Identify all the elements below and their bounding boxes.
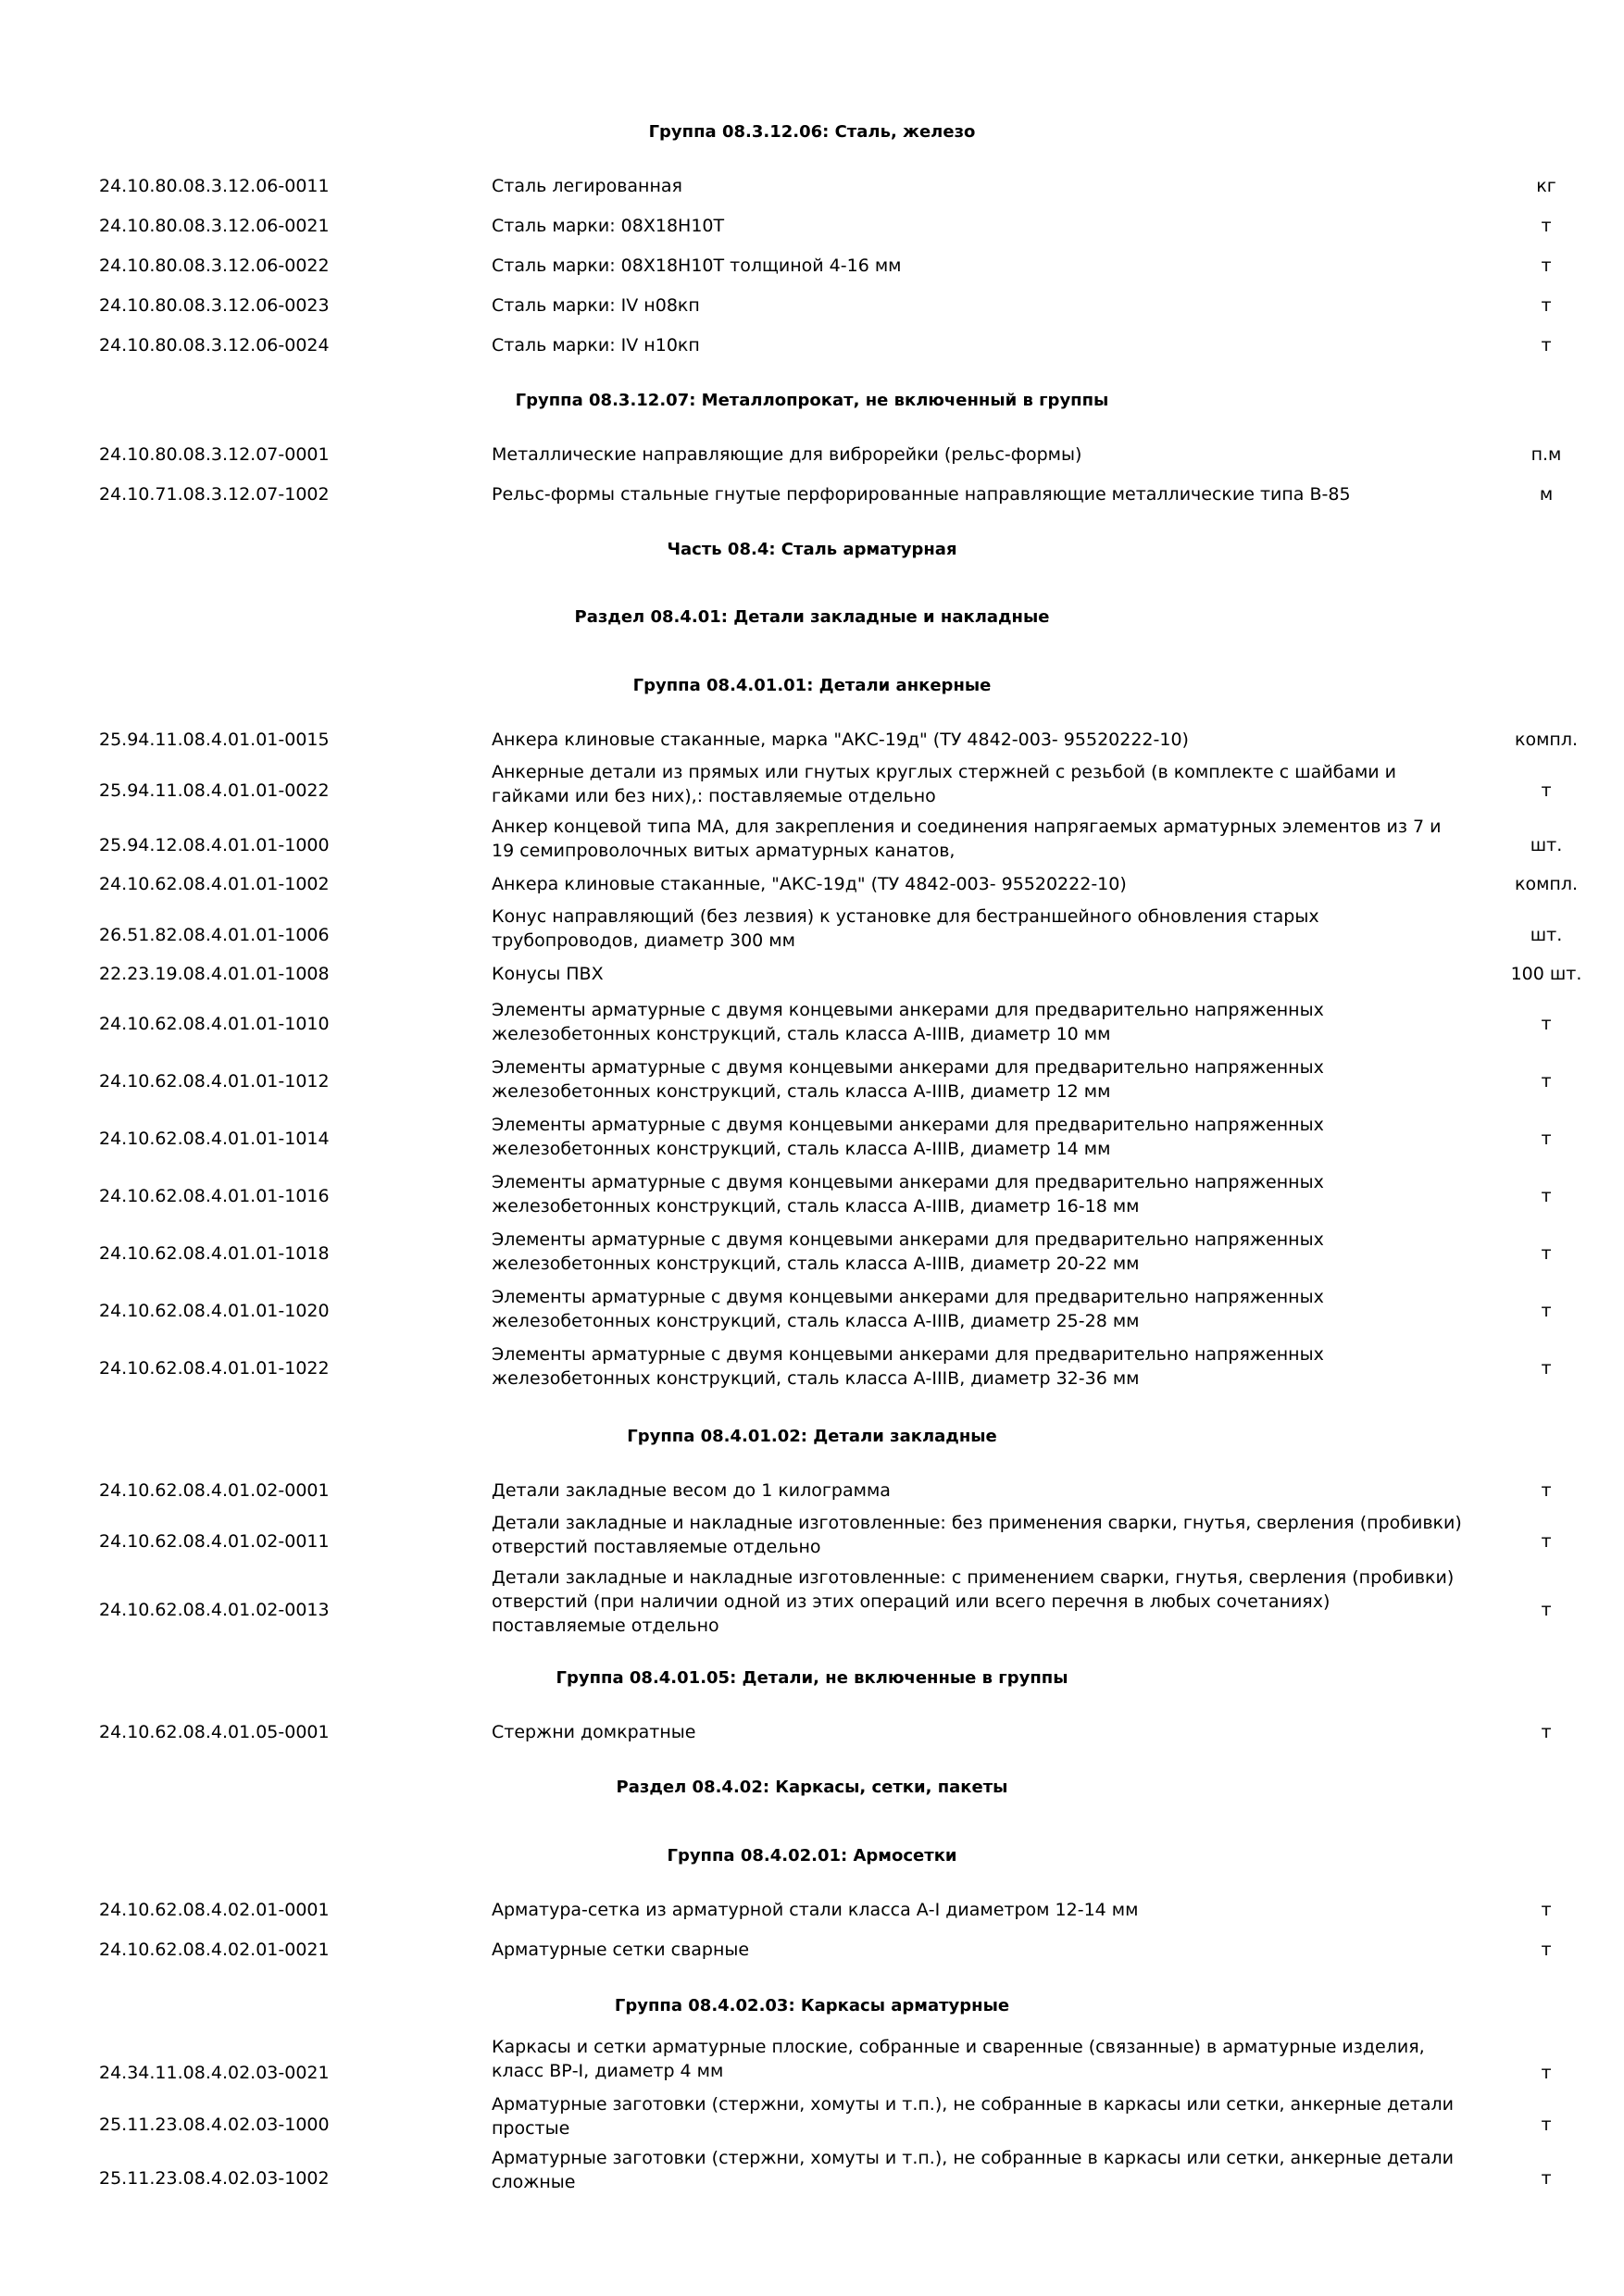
item-code: 24.10.80.08.3.12.07-0001 <box>99 444 330 465</box>
item-unit: т <box>1541 1358 1552 1379</box>
item-unit: 100 шт. <box>1510 964 1582 984</box>
item-name: Элементы арматурные с двумя концевыми анкерами для предварительно напряженных железобетонных конструкций, сталь класса А-IIIВ, диаметр 14 мм <box>492 1115 1324 1159</box>
item-code: 24.10.62.08.4.01.01-1018 <box>99 1243 330 1264</box>
item-code: 26.51.82.08.4.01.01-1006 <box>99 925 330 945</box>
item-code: 24.10.62.08.4.01.01-1012 <box>99 1071 330 1092</box>
item-code: 24.10.71.08.3.12.07-1002 <box>99 484 330 505</box>
item-unit: кг <box>1536 176 1556 196</box>
item-name: Элементы арматурные с двумя концевыми анкерами для предварительно напряженных железобетонных конструкций, сталь класса А-IIIВ, диаметр 32-36 мм <box>492 1344 1324 1389</box>
section-heading: Раздел 08.4.01: Детали закладные и накладные <box>574 607 1050 627</box>
item-name: Сталь марки: 08Х18Н10Т толщиной 4-16 мм <box>492 256 902 276</box>
item-name: Конус направляющий (без лезвия) к установке для бестраншейного обновления старых трубопроводов, диаметр 300 мм <box>492 906 1319 951</box>
item-unit: т <box>1541 1014 1552 1034</box>
item-name: Элементы арматурные с двумя концевыми анкерами для предварительно напряженных железобетонных конструкций, сталь класса А-IIIВ, диаметр 10 мм <box>492 1000 1324 1044</box>
item-name: Элементы арматурные с двумя концевыми анкерами для предварительно напряженных железобетонных конструкций, сталь класса А-IIIВ, диаметр 12 мм <box>492 1057 1324 1102</box>
item-unit: т <box>1541 256 1552 276</box>
item-unit: т <box>1541 1600 1552 1620</box>
group-heading: Группа 08.4.02.01: Армосетки <box>667 1846 957 1866</box>
item-unit: т <box>1541 216 1552 236</box>
item-unit: компл. <box>1514 730 1579 750</box>
item-unit: м <box>1539 484 1554 505</box>
item-unit: т <box>1541 1900 1552 1920</box>
item-unit: т <box>1541 780 1552 801</box>
item-code: 24.10.80.08.3.12.06-0021 <box>99 216 330 236</box>
item-name: Рельс-формы стальные гнутые перфорированные направляющие металлические типа В-85 <box>492 484 1351 505</box>
group-heading: Группа 08.3.12.07: Металлопрокат, не включенный в группы <box>515 391 1109 410</box>
group-heading: Группа 08.3.12.06: Сталь, железо <box>648 122 976 142</box>
item-code: 24.10.80.08.3.12.06-0011 <box>99 176 330 196</box>
item-name: Детали закладные и накладные изготовленные: с применением сварки, гнутья, сверления (пробивки) отверстий (при наличии одной из этих операций или всего перечня в любых сочетаниях) поставляемые отдельно <box>492 1567 1455 1636</box>
item-name: Металлические направляющие для виброрейки (рельс-формы) <box>492 444 1082 465</box>
item-code: 24.10.80.08.3.12.06-0023 <box>99 295 330 316</box>
item-code: 24.10.62.08.4.01.02-0013 <box>99 1600 330 1620</box>
item-unit: п.м <box>1530 444 1562 465</box>
item-unit: т <box>1541 1243 1552 1264</box>
item-name: Детали закладные и накладные изготовленные: без применения сварки, гнутья, сверления (пробивки) отверстий поставляемые отдельно <box>492 1513 1462 1557</box>
item-code: 24.10.62.08.4.01.02-0001 <box>99 1480 330 1501</box>
item-code: 25.94.12.08.4.01.01-1000 <box>99 835 330 855</box>
item-name: Анкер концевой типа МА, для закрепления и соединения напрягаемых арматурных элементов из 7 и 19 семипроволочных витых арматурных канатов, <box>492 817 1442 861</box>
item-unit: т <box>1541 335 1552 356</box>
item-unit: т <box>1541 1722 1552 1742</box>
item-unit: компл. <box>1514 874 1579 894</box>
item-unit: т <box>1541 1940 1552 1960</box>
item-unit: т <box>1541 2115 1552 2135</box>
item-name: Конусы ПВХ <box>492 964 604 984</box>
item-name: Арматурные заготовки (стержни, хомуты и т.п.), не собранные в каркасы или сетки, анкерные детали сложные <box>492 2148 1455 2192</box>
item-code: 24.10.62.08.4.01.01-1010 <box>99 1014 330 1034</box>
item-code: 24.10.62.08.4.01.02-0011 <box>99 1531 330 1552</box>
item-unit: т <box>1541 295 1552 316</box>
item-unit: т <box>1541 1129 1552 1149</box>
group-heading: Группа 08.4.01.01: Детали анкерные <box>632 676 992 695</box>
item-unit: шт. <box>1530 925 1563 945</box>
item-unit: т <box>1541 1531 1552 1552</box>
item-code: 24.10.62.08.4.01.01-1022 <box>99 1358 330 1379</box>
item-name: Сталь марки: 08Х18Н10Т <box>492 216 725 236</box>
item-code: 24.10.62.08.4.01.05-0001 <box>99 1722 330 1742</box>
item-name: Сталь марки: IV н08кп <box>492 295 700 316</box>
item-code: 24.10.62.08.4.01.01-1014 <box>99 1129 330 1149</box>
item-code: 24.34.11.08.4.02.03-0021 <box>99 2063 330 2083</box>
item-code: 24.10.62.08.4.01.01-1016 <box>99 1186 330 1206</box>
group-heading: Группа 08.4.02.03: Каркасы арматурные <box>614 1996 1010 2015</box>
item-name: Элементы арматурные с двумя концевыми анкерами для предварительно напряженных железобетонных конструкций, сталь класса А-IIIВ, диаметр 20-22 мм <box>492 1229 1324 1274</box>
item-name: Элементы арматурные с двумя концевыми анкерами для предварительно напряженных железобетонных конструкций, сталь класса А-IIIВ, диаметр 16-18 мм <box>492 1172 1324 1217</box>
item-code: 24.10.62.08.4.02.01-0001 <box>99 1900 330 1920</box>
item-name: Анкерные детали из прямых или гнутых круглых стержней с резьбой (в комплекте с шайбами и гайками или без них),: поставляемые отдельно <box>492 762 1397 806</box>
item-unit: т <box>1541 1186 1552 1206</box>
item-name: Арматурные сетки сварные <box>492 1940 750 1960</box>
item-code: 24.10.62.08.4.01.01-1020 <box>99 1301 330 1321</box>
section-heading: Раздел 08.4.02: Каркасы, сетки, пакеты <box>616 1778 1008 1797</box>
item-name: Детали закладные весом до 1 килограмма <box>492 1480 891 1501</box>
item-name: Сталь марки: IV н10кп <box>492 335 700 356</box>
item-code: 25.94.11.08.4.01.01-0022 <box>99 780 330 801</box>
item-code: 24.10.62.08.4.02.01-0021 <box>99 1940 330 1960</box>
item-code: 25.11.23.08.4.02.03-1002 <box>99 2168 330 2189</box>
item-name: Элементы арматурные с двумя концевыми анкерами для предварительно напряженных железобетонных конструкций, сталь класса А-IIIВ, диаметр 25-28 мм <box>492 1287 1324 1331</box>
item-name: Анкера клиновые стаканные, "АКС-19д" (ТУ 4842-003- 95520222-10) <box>492 874 1127 894</box>
item-code: 25.94.11.08.4.01.01-0015 <box>99 730 330 750</box>
item-unit: т <box>1541 1301 1552 1321</box>
item-code: 24.10.80.08.3.12.06-0022 <box>99 256 330 276</box>
item-name: Каркасы и сетки арматурные плоские, собранные и сваренные (связанные) в арматурные изделия, класс ВР-I, диаметр 4 мм <box>492 2037 1425 2081</box>
item-unit: т <box>1541 2063 1552 2083</box>
group-heading: Группа 08.4.01.05: Детали, не включенные в группы <box>556 1668 1068 1688</box>
item-unit: т <box>1541 1071 1552 1092</box>
part-heading: Часть 08.4: Сталь арматурная <box>667 540 957 559</box>
item-unit: т <box>1541 1480 1552 1501</box>
item-code: 24.10.62.08.4.01.01-1002 <box>99 874 330 894</box>
group-heading: Группа 08.4.01.02: Детали закладные <box>627 1427 997 1446</box>
item-name: Анкера клиновые стаканные, марка "АКС-19д" (ТУ 4842-003- 95520222-10) <box>492 730 1189 750</box>
item-code: 22.23.19.08.4.01.01-1008 <box>99 964 330 984</box>
item-name: Стержни домкратные <box>492 1722 696 1742</box>
item-code: 24.10.80.08.3.12.06-0024 <box>99 335 330 356</box>
item-unit: т <box>1541 2168 1552 2189</box>
item-code: 25.11.23.08.4.02.03-1000 <box>99 2115 330 2135</box>
item-name: Арматурные заготовки (стержни, хомуты и т.п.), не собранные в каркасы или сетки, анкерные детали простые <box>492 2094 1455 2139</box>
item-unit: шт. <box>1530 835 1563 855</box>
item-name: Арматура-сетка из арматурной стали класса А-I диаметром 12-14 мм <box>492 1900 1139 1920</box>
item-name: Сталь легированная <box>492 176 682 196</box>
